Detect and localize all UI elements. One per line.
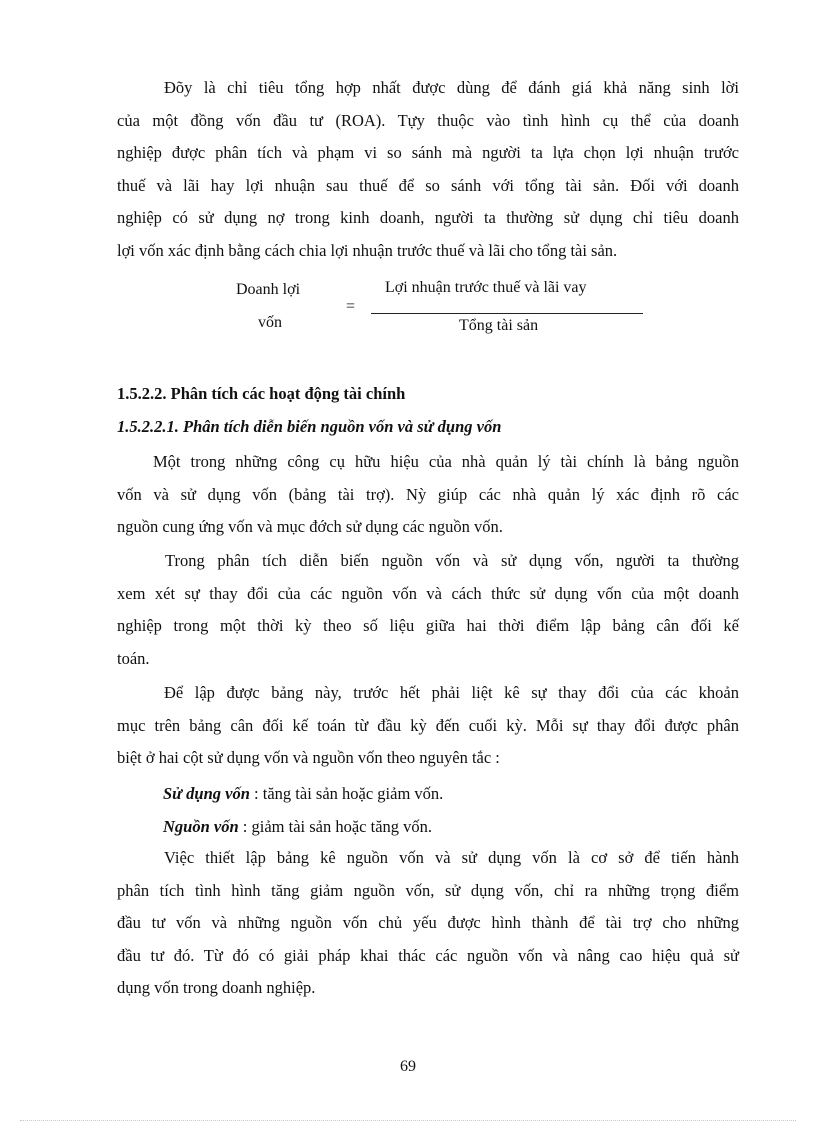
text-line: đầu tư đó. Từ đó có giải pháp khai thác các nguồn vốn và nâng cao hiệu quả sử (117, 945, 739, 965)
formula-denominator: Tổng tài sản (459, 317, 539, 334)
paragraph-analysis (117, 545, 739, 675)
text-line: của một đồng vốn đầu tư (ROA). Tựy thuộc vào tình hình cụ thể của doanh (117, 110, 739, 130)
formula-left-line2: vốn (258, 314, 282, 331)
text-line: đầu tư vốn và những nguồn vốn chủ yếu được hình thành để tài trợ cho những (117, 913, 739, 932)
term-label: Nguồn vốn (163, 817, 239, 836)
text-line: mục trên bảng cân đối kế toán từ đầu kỳ đến cuối kỳ. Mỗi sự thay đổi được phân (117, 715, 739, 735)
page-bottom-rule (20, 1120, 796, 1121)
text-line: vốn và sử dụng vốn (bảng tài trợ). Nỳ giúp các nhà quản lý xác định rõ các (117, 484, 739, 504)
paragraph-procedure (117, 677, 739, 775)
text-line: nghiệp trong một thời kỳ theo số liệu giữa hai thời điểm lập bảng cân đối kế (117, 616, 739, 635)
paragraph-conclusion (117, 842, 739, 1005)
text-line: xem xét sự thay đổi của các nguồn vốn và cách thức sử dụng vốn của một doanh (117, 583, 739, 603)
text-line: nghiệp được phân tích và phạm vi so sánh mà người ta lựa chọn lợi nhuận trước (117, 143, 739, 162)
text-line: biệt ở hai cột sử dụng vốn và nguồn vốn theo nguyên tắc : (117, 748, 500, 767)
fraction-bar (371, 313, 643, 314)
text-line: thuế và lãi hay lợi nhuận sau thuế để so sánh với tổng tài sản. Đối với doanh (117, 175, 739, 195)
subsection-heading: 1.5.2.2.1. Phân tích diễn biến nguồn vốn và sử dụng vốn (117, 417, 502, 436)
text-line: dụng vốn trong doanh nghiệp. (117, 978, 316, 997)
text-line: Việc thiết lập bảng kê nguồn vốn và sử dụng vốn là cơ sở để tiến hành (164, 848, 739, 867)
text-line: Trong phân tích diễn biến nguồn vốn và sử dụng vốn, người ta thường (165, 551, 739, 570)
formula-equals: = (346, 298, 356, 315)
term-source-of-capital (163, 817, 432, 837)
section-heading: 1.5.2.2. Phân tích các hoạt động tài chính (117, 384, 406, 403)
text-line: phân tích tình hình tăng giảm nguồn vốn, sử dụng vốn, chỉ ra những trọng điểm (117, 880, 739, 900)
term-definition: : tăng tài sản hoặc giảm vốn. (249, 784, 444, 803)
text-line: nghiệp có sử dụng nợ trong kinh doanh, người ta thường sử dụng chỉ tiêu doanh (117, 208, 739, 227)
paragraph-roa (117, 72, 739, 267)
formula-numerator: Lợi nhuận trước thuế và lãi vay (385, 279, 587, 296)
text-line: Một trong những công cụ hữu hiệu của nhà quản lý tài chính là bảng nguồn (153, 452, 739, 471)
formula-left-line1: Doanh lợi (236, 281, 301, 298)
text-line: Đõy là chỉ tiêu tổng hợp nhất được dùng để đánh giá khả năng sinh lời (164, 78, 739, 97)
text-line: lợi vốn xác định bằng cách chia lợi nhuận trước thuế và lãi cho tổng tài sản. (117, 240, 618, 260)
text-line: toán. (117, 648, 150, 668)
term-use-of-capital (163, 784, 443, 804)
paragraph-tools (117, 446, 739, 544)
term-label: Sử dụng vốn (163, 784, 250, 803)
text-line: Để lập được bảng này, trước hết phải liệt kê sự thay đổi của các khoản (164, 683, 739, 702)
text-line: nguồn cung ứng vốn và mục đớch sử dụng các nguồn vốn. (117, 517, 503, 536)
term-definition: : giảm tài sản hoặc tăng vốn. (238, 817, 433, 836)
page-number: 69 (400, 1058, 416, 1075)
